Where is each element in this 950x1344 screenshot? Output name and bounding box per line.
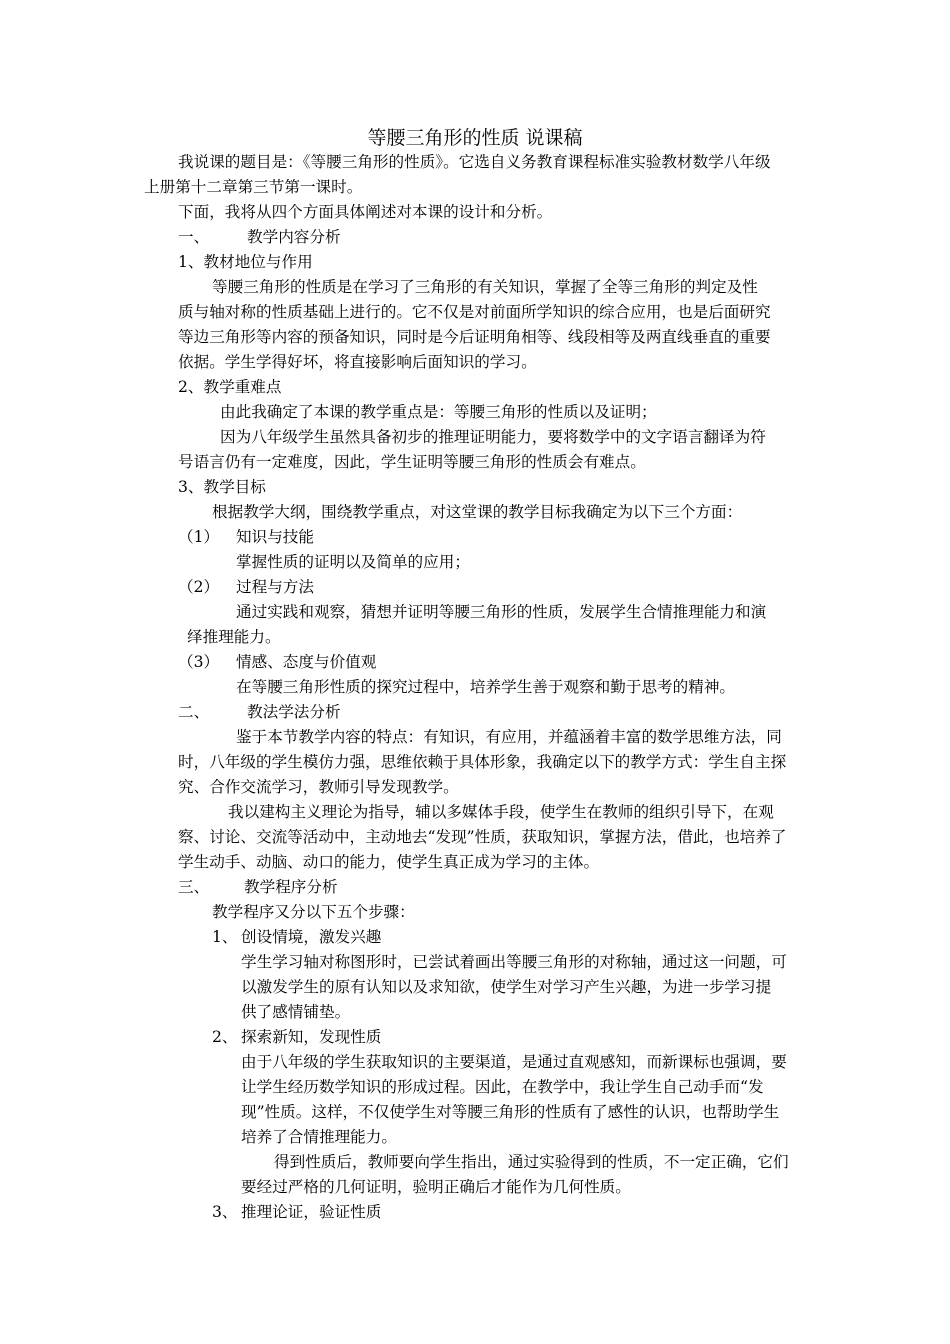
paragraph-line: 培养了合情推理能力。: [241, 1128, 397, 1146]
goal-3-number: （3）: [178, 653, 220, 671]
paragraph-line: 我以建构主义理论为指导，辅以多媒体手段，使学生在教师的组织引导下，在观: [228, 803, 774, 821]
section-3-heading: 教学程序分析: [244, 878, 338, 896]
intro-line-1: 我说课的题目是：《等腰三角形的性质》。它选自义务教育课程标准实验教材数学八年级: [178, 153, 771, 171]
paragraph-line: 由于八年级的学生获取知识的主要渠道，是通过直观感知，而新课标也强调，要: [241, 1053, 787, 1071]
paragraph-line: 号语言仍有一定难度，因此，学生证明等腰三角形的性质会有难点。: [178, 453, 646, 471]
paragraph-line: 根据教学大纲，围绕教学重点，对这堂课的教学目标我确定为以下三个方面：: [212, 503, 743, 521]
subsection-1-3-heading: 3、教学目标: [178, 478, 266, 496]
goal-1-number: （1）: [178, 528, 220, 546]
goal-2-label: 过程与方法: [236, 578, 314, 596]
intro-line-2: 上册第十二章第三节第一课时。: [144, 178, 363, 196]
paragraph-line: 因为八年级学生虽然具备初步的推理证明能力，要将数学中的文字语言翻译为符: [220, 428, 766, 446]
paragraph-line: 等腰三角形的性质是在学习了三角形的有关知识，掌握了全等三角形的判定及性: [212, 278, 758, 296]
paragraph-line: 等边三角形等内容的预备知识，同时是今后证明角相等、线段相等及两直线垂直的重要: [178, 328, 771, 346]
document-title: 等腰三角形的性质 说课稿: [367, 127, 583, 149]
goal-2-number: （2）: [178, 578, 220, 596]
paragraph-line: 通过实践和观察，猜想并证明等腰三角形的性质，发展学生合情推理能力和演: [236, 603, 767, 621]
step-2-heading: 探索新知，发现性质: [241, 1028, 382, 1046]
paragraph-line: 依据。学生学得好坏，将直接影响后面知识的学习。: [178, 353, 537, 371]
section-1-heading: 教学内容分析: [247, 228, 341, 246]
step-3-heading: 推理论证，验证性质: [241, 1203, 382, 1221]
section-2-number: 二、: [178, 703, 210, 721]
paragraph-line: 质与轴对称的性质基础上进行的。它不仅是对前面所学知识的综合应用，也是后面研究: [178, 303, 771, 321]
paragraph-line: 教学程序又分以下五个步骤：: [212, 903, 415, 921]
paragraph-line: 得到性质后，教师要向学生指出，通过实验得到的性质，不一定正确，它们: [274, 1153, 789, 1171]
section-1-number: 一、: [178, 228, 210, 246]
paragraph-line: 学生动手、动脑、动口的能力，使学生真正成为学习的主体。: [178, 853, 600, 871]
step-1-heading: 创设情境，激发兴趣: [241, 928, 382, 946]
paragraph-line: 察、讨论、交流等活动中，主动地去“发现”性质，获取知识，掌握方法，借此，也培养了: [178, 828, 787, 846]
step-3-number: 3、: [212, 1203, 238, 1221]
paragraph-line: 现”性质。这样，不仅使学生对等腰三角形的性质有了感性的认识，也帮助学生: [241, 1103, 780, 1121]
paragraph-line: 让学生经历数学知识的形成过程。因此，在教学中，我让学生自己动手而“发: [241, 1078, 764, 1096]
paragraph-line: 学生学习轴对称图形时，已尝试着画出等腰三角形的对称轴，通过这一问题，可: [241, 953, 787, 971]
paragraph-line: 以激发学生的原有认知以及求知欲，使学生对学习产生兴趣，为进一步学习提: [241, 978, 772, 996]
subsection-1-2-heading: 2、教学重难点: [178, 378, 282, 396]
paragraph-line: 时，八年级的学生模仿力强，思维依赖于具体形象，我确定以下的教学方式：学生自主探: [178, 753, 787, 771]
paragraph-line: 由此我确定了本课的教学重点是：等腰三角形的性质以及证明；: [220, 403, 657, 421]
paragraph-line: 鉴于本节教学内容的特点：有知识，有应用，并蕴涵着丰富的数学思维方法，同: [236, 728, 782, 746]
paragraph-line: 供了感情铺垫。: [241, 1003, 351, 1021]
goal-3-label: 情感、态度与价值观: [236, 653, 377, 671]
section-2-heading: 教法学法分析: [247, 703, 341, 721]
paragraph-line: 绎推理能力。: [187, 628, 281, 646]
paragraph-line: 在等腰三角形性质的探究过程中，培养学生善于观察和勤于思考的精神。: [236, 678, 736, 696]
paragraph-line: 要经过严格的几何证明，验明正确后才能作为几何性质。: [241, 1178, 631, 1196]
step-1-number: 1、: [212, 928, 238, 946]
section-3-number: 三、: [178, 878, 210, 896]
paragraph-line: 究、合作交流学习，教师引导发现教学。: [178, 778, 459, 796]
step-2-number: 2、: [212, 1028, 238, 1046]
intro-line-3: 下面，我将从四个方面具体阐述对本课的设计和分析。: [178, 203, 553, 221]
subsection-1-1-heading: 1、教材地位与作用: [178, 253, 313, 271]
goal-1-label: 知识与技能: [236, 528, 314, 546]
paragraph-line: 掌握性质的证明以及简单的应用；: [236, 553, 470, 571]
